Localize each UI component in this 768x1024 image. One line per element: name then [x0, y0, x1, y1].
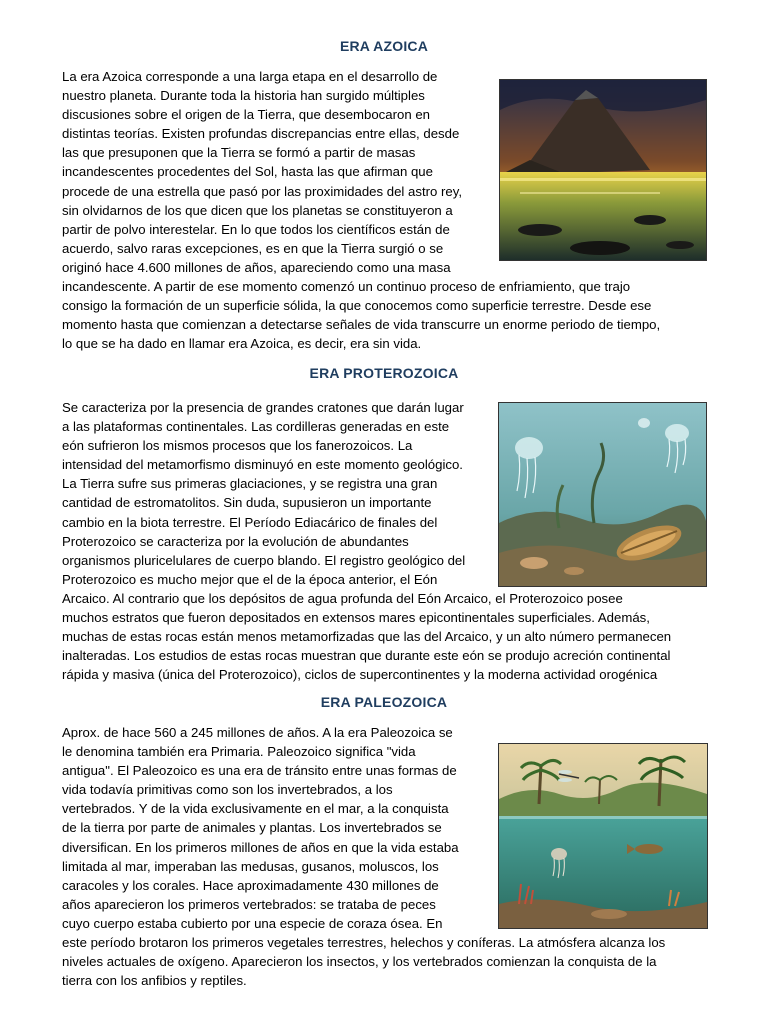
text-line: niveles actuales de oxígeno. Aparecieron los insectos, y los vertebrados comienzan la conquista de la [62, 954, 657, 970]
text-line: las que presuponen que la Tierra se formó a partir de masas [62, 145, 416, 161]
text-line: originó hace 4.600 millones de años, apareciendo como una masa [62, 259, 451, 275]
text-line: diversifican. En los primeros millones de años en que la vida estaba [62, 839, 459, 855]
text-line: Proterozoico se caracteriza por la evolución de abundantes [62, 533, 409, 549]
text-line: La era Azoica corresponde a una larga etapa en el desarrollo de [62, 69, 438, 84]
text-line: La Tierra sufre sus primeras glaciaciones, y se registra una gran [62, 476, 438, 492]
text-line: sin olvidarnos de los que dicen que los planetas se constituyeron a [62, 202, 453, 218]
section-title-proterozoica: ERA PROTEROZOICA [309, 365, 459, 381]
text-line: inalteradas. Los estudios de estas rocas muestran que durante este eón se produjo acreción continental [62, 648, 671, 664]
text-line: nuestro planeta. Durante toda la historia han surgido múltiples [62, 88, 425, 104]
text-line: discusiones sobre el origen de la Tierra, que desembocaron en [62, 107, 431, 123]
paleozoica-text [62, 723, 702, 990]
text-line: consigo la formación de un superficie sólida, la que conocemos como superficie terrestre. Desde ese [62, 298, 652, 314]
text-line: tierra con los anfibios y reptiles. [62, 973, 247, 989]
text-line: momento hasta que comienzan a detectarse señales de vida transcurre un enorme periodo de tiempo, [62, 317, 661, 333]
text-line: partir de polvo interestelar. En lo que todos los científicos están de [62, 221, 450, 237]
text-line: incandescente. A partir de ese momento comenzó un continuo proceso de enfriamiento, que trajo [62, 279, 631, 295]
text-line: Aprox. de hace 560 a 245 millones de años. A la era Paleozoica se [62, 725, 453, 740]
text-line: cambio en la biota terrestre. El Período Ediacárico de finales del [62, 514, 438, 530]
text-line: eón sufrieron los mismos procesos que los fanerozoicos. La [62, 438, 413, 454]
text-line: este período brotaron los primeros vegetales terrestres, helechos y coníferas. La atmósfera alcanza los [62, 935, 666, 951]
text-line: cuyo cuerpo estaba cubierto por una especie de coraza ósea. En [62, 915, 443, 931]
text-line: vertebrados. Y de la vida exclusivamente en el mar, a la conquista [62, 801, 449, 817]
text-line: rápida y masiva (única del Proterozoico), ciclos de supercontinentes y la moderna actividad orogénica [62, 667, 658, 683]
text-line: incandescentes procedentes del Sol, hasta las que afirman que [62, 164, 433, 180]
text-line: le denomina también era Primaria. Paleozoico significa "vida [62, 744, 416, 760]
text-line: años aparecieron los primeros vertebrados: se trataba de peces [62, 896, 436, 912]
text-line: lo que se ha dado en llamar era Azoica, es decir, era sin vida. [62, 336, 422, 352]
text-line: Proterozoico es mucho mejor que el de la época anterior, el Eón [62, 571, 438, 587]
text-line: Arcaico. Al contrario que los depósitos de agua profunda del Eón Arcaico, el Proterozoico posee [62, 590, 623, 606]
text-line: antigua". El Paleozoico es una era de tránsito entre unas formas de [62, 763, 457, 779]
section-title-paleozoica: ERA PALEOZOICA [320, 694, 448, 710]
text-line: de la tierra por parte de animales y plantas. Los invertebrados se [62, 820, 442, 836]
text-line: procede de una estrella que pasó por las proximidades del astro rey, [62, 183, 463, 199]
text-line: caracoles y los corales. Hace aproximadamente 430 millones de [62, 877, 439, 893]
text-line: a las plataformas continentales. Las cordilleras generadas en este [62, 419, 450, 435]
text-line: intensidad del metamorfismo disminuyó en este momento geológico. [62, 457, 463, 473]
text-line: distintas teorías. Existen profundas discrepancias entre ellas, desde [62, 126, 460, 142]
text-line: muchos estratos que fueron depositados en extensos mares epicontinentales superficiales. Además, [62, 610, 650, 626]
text-line: vida todavía primitivas como son los invertebrados, a los [62, 782, 393, 798]
proterozoica-text [62, 398, 702, 684]
text-line: acuerdo, salvo raras excepciones, es en que la Tierra surgió o se [62, 240, 444, 256]
text-line: cantidad de estromatolitos. Sin duda, supusieron un importante [62, 495, 432, 511]
text-line: muchas de estas rocas están menos metamorfizadas que las del Arcaico, y un alto número permanecen [62, 629, 672, 645]
text-line: limitada al mar, imperaban las medusas, gusanos, moluscos, los [62, 858, 439, 874]
text-line: Se caracteriza por la presencia de grandes cratones que darán lugar [62, 400, 464, 415]
section-title-azoica: ERA AZOICA [339, 38, 429, 54]
text-line: organismos pluricelulares de cuerpo blando. El registro geológico del [62, 552, 466, 568]
azoica-text [62, 67, 702, 353]
